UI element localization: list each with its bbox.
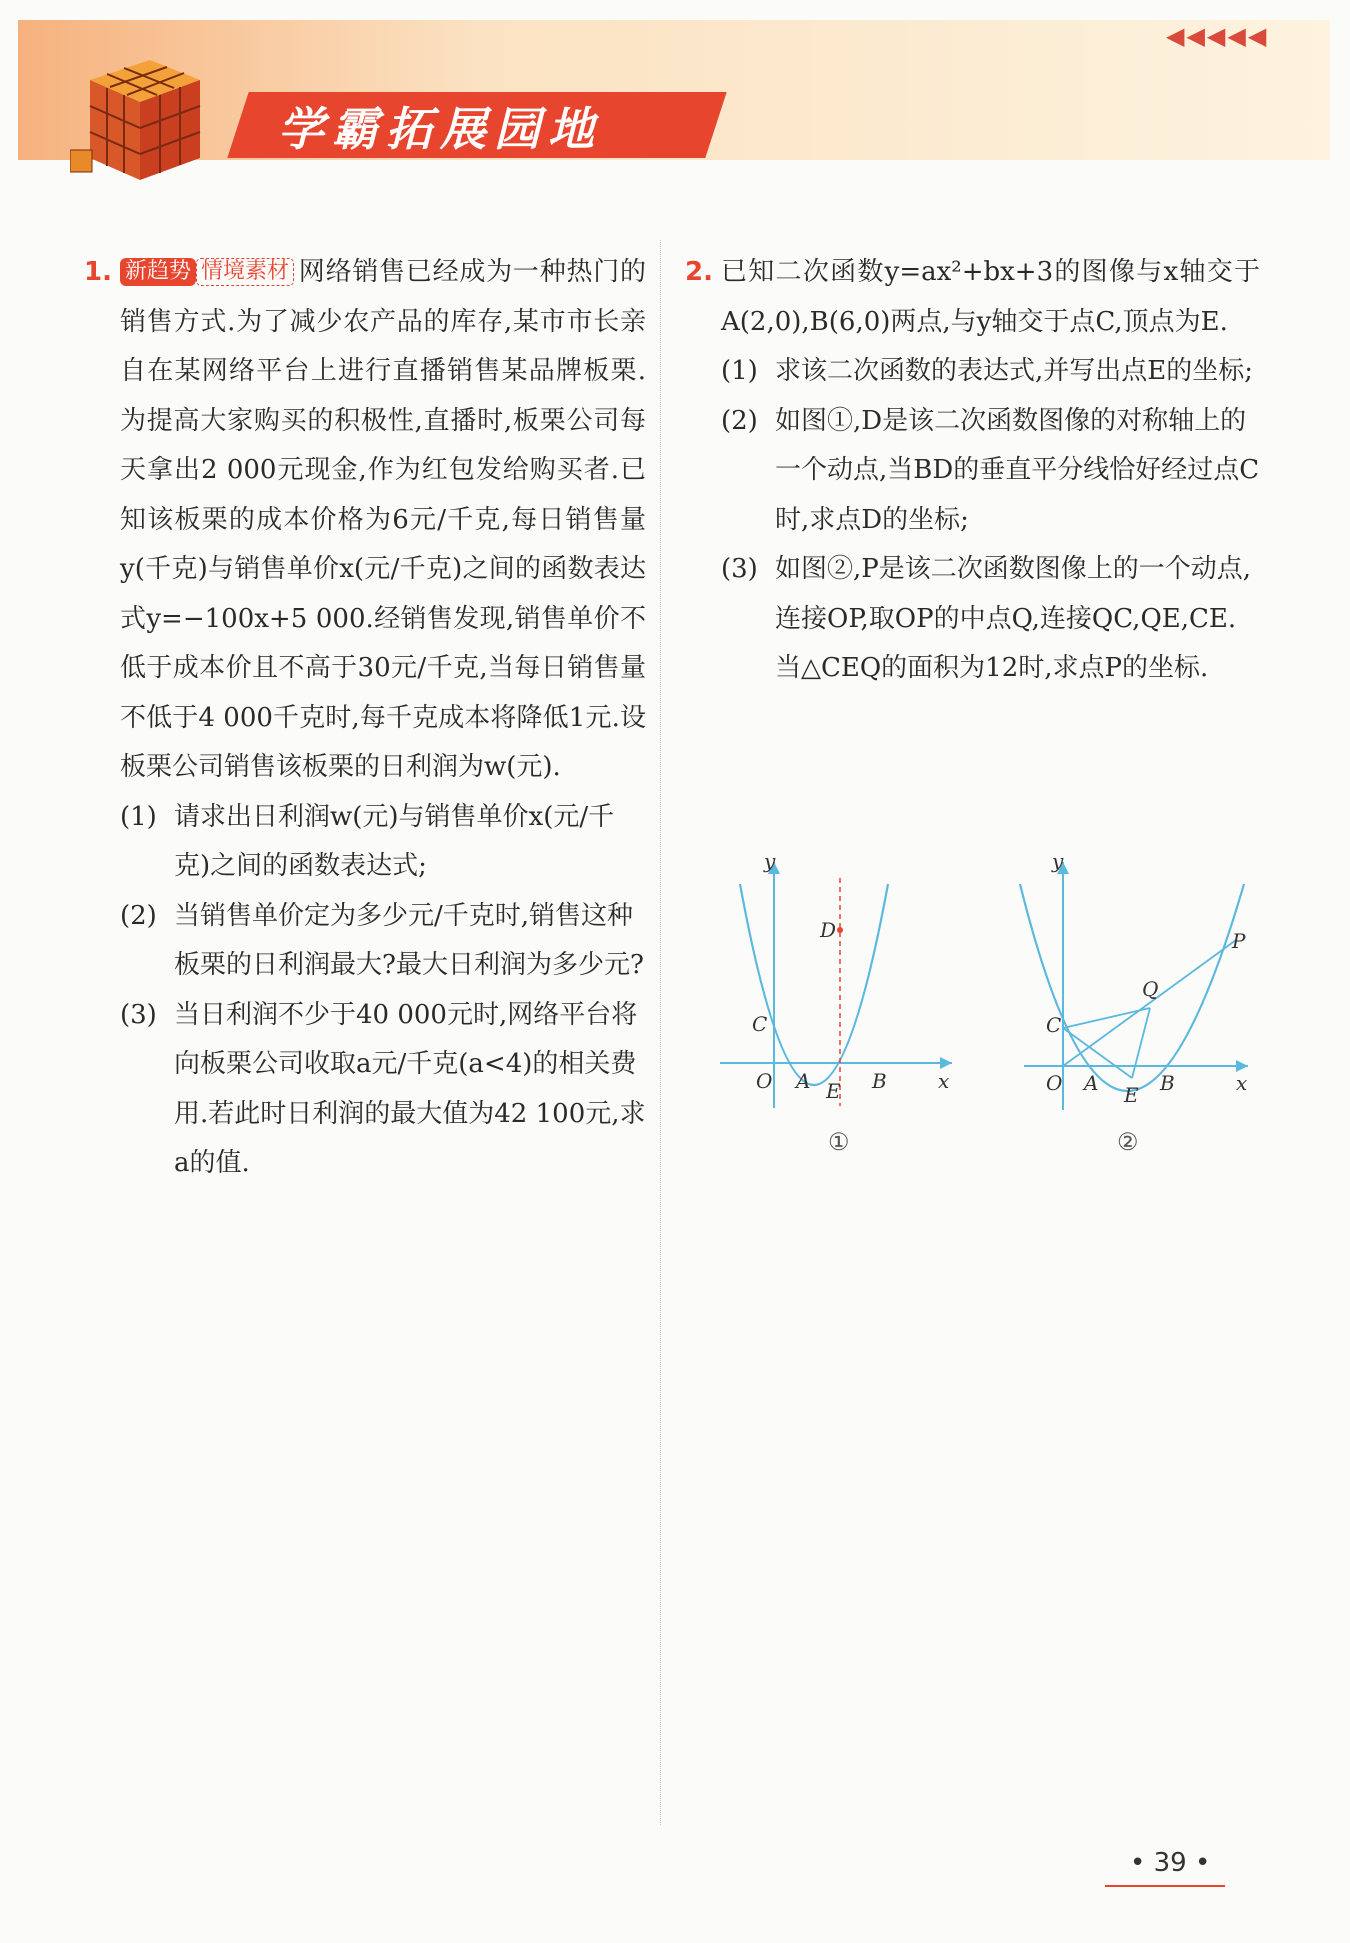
question-part [84, 892, 646, 991]
origin-label: O [1046, 1071, 1063, 1095]
point-d-label: D [820, 918, 837, 942]
question-part [685, 545, 1260, 694]
origin-label: O [756, 1069, 773, 1093]
point-a-label: A [1084, 1071, 1099, 1095]
point-b-label: B [872, 1069, 887, 1093]
page-number: • 39 • [1130, 1848, 1211, 1878]
page-title: 学霸拓展园地 [278, 102, 602, 156]
decor-arrows-icon: ◀◀◀◀◀ [1166, 22, 1269, 50]
part-label: (1) [721, 356, 758, 386]
x-label: x [1236, 1071, 1248, 1095]
parabola-curve [1020, 884, 1244, 1091]
question-part [685, 397, 1260, 546]
part-label: (3) [721, 554, 758, 584]
point-c-label: C [1046, 1013, 1062, 1037]
part-label: (1) [120, 801, 157, 832]
x-label: x [938, 1069, 950, 1093]
page-number-underline [1105, 1885, 1225, 1887]
question-2 [685, 248, 1260, 694]
part-text: 如图②,P是该二次函数图像上的一个动点,连接OP,取OP的中点Q,连接QC,QE,CE.当△CEQ的面积为12时,求点P的坐标. [775, 554, 1252, 683]
part-label: (2) [721, 405, 758, 436]
point-p-label: P [1232, 929, 1246, 953]
point-q-label: Q [1142, 977, 1159, 1001]
point-a-label: A [796, 1069, 811, 1093]
question-1 [84, 248, 646, 1189]
part-label: (3) [120, 999, 157, 1030]
column-divider [660, 240, 661, 1825]
figure-2-caption: ② [1117, 1128, 1139, 1156]
part-text: 当销售单价定为多少元/千克时,销售这种板栗的日利润最大?最大日利润为多少元? [174, 900, 644, 980]
question-part [84, 793, 646, 892]
part-text: 求该二次函数的表达式,并写出点E的坐标; [775, 356, 1254, 386]
point-e-label: E [826, 1079, 841, 1103]
part-label: (2) [120, 900, 157, 931]
question-stem [84, 248, 646, 793]
rubiks-cube-icon [70, 40, 210, 190]
trend-badge: 新趋势 [120, 258, 196, 286]
point-b-label: B [1160, 1071, 1175, 1095]
y-label: y [1052, 849, 1064, 873]
figure-1 [720, 848, 960, 1118]
part-text: 请求出日利润w(元)与销售单价x(元/千克)之间的函数表达式; [174, 801, 615, 881]
question-number: 1. [84, 257, 112, 287]
question-part [84, 991, 646, 1189]
point-e-label: E [1124, 1083, 1139, 1107]
question-stem: 已知二次函数y=ax²+bx+3的图像与x轴交于A(2,0),B(6,0)两点,与y轴交于点C,顶点为E. [721, 257, 1260, 337]
segment-qe [1132, 1008, 1150, 1078]
question-part [685, 347, 1260, 397]
segment-qc [1063, 1008, 1150, 1028]
material-badge: 情境素材 [196, 258, 294, 286]
parabola-curve [740, 884, 888, 1085]
figure-1-caption: ① [828, 1128, 850, 1156]
y-label: y [764, 849, 776, 873]
question-number: 2. [685, 257, 713, 287]
stem-text: 网络销售已经成为一种热门的销售方式.为了减少农产品的库存,某市市长亲自在某网络平台上进行直播销售某品牌板栗.为提高大家购买的积极性,直播时,板栗公司每天拿出2 000元现金,作为红包发给购买者.已知该板栗的成本价格为6元/千克,每日销售量y(千克)与销售单价x(元/千克)之间的函数表达式y=−100x+5 000.经销售发现,销售单价不低于成本价且不高于30元/千克,当每日销售量不低于4 000千克时,每千克成本将降低1元.设板栗公司销售该板栗的日利润为w(元). [120, 257, 646, 782]
part-text: 如图①,D是该二次函数图像的对称轴上的一个动点,当BD的垂直平分线恰好经过点C时,求点D的坐标; [775, 405, 1260, 535]
point-d [837, 927, 843, 933]
part-text: 当日利润不少于40 000元时,网络平台将向板栗公司收取a元/千克(a<4)的相关费用.若此时日利润的最大值为42 100元,求a的值. [174, 999, 646, 1178]
point-c-label: C [752, 1012, 768, 1036]
figure-2 [1008, 848, 1258, 1118]
